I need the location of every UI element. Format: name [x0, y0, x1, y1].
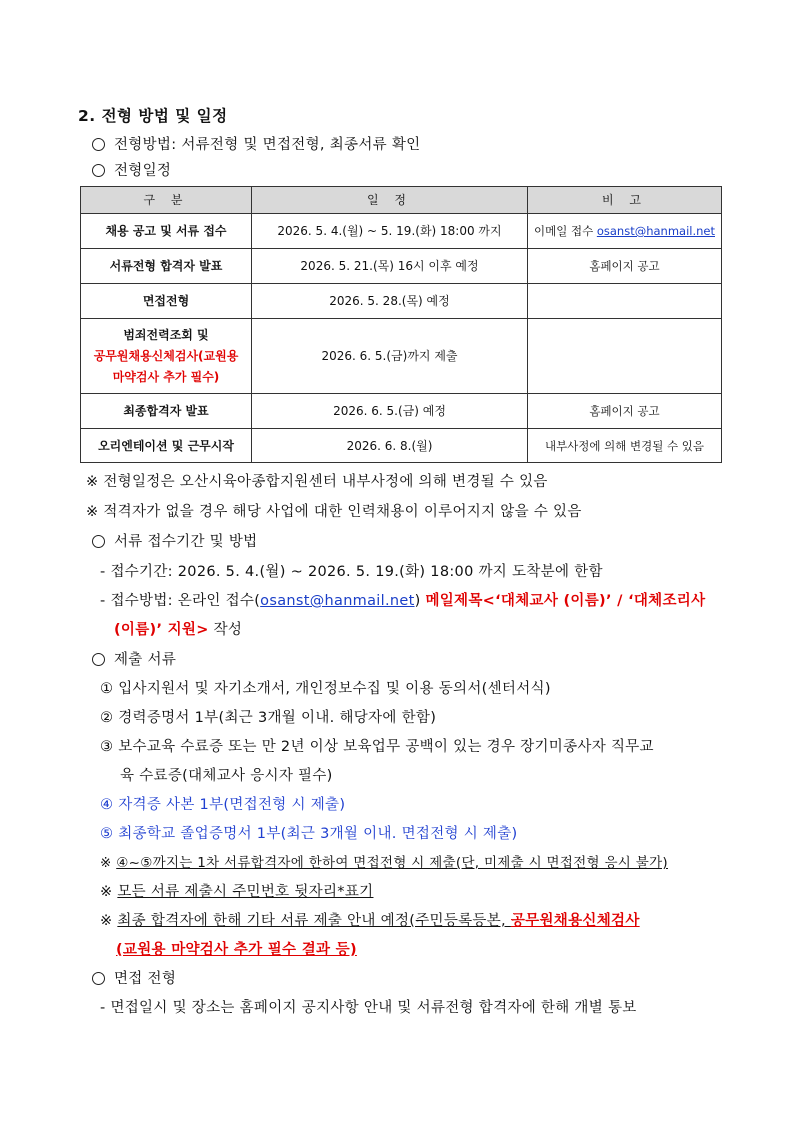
row-note: [528, 214, 722, 249]
note-mark: ※: [100, 884, 118, 900]
submit-note-1: [100, 851, 668, 871]
docs-period-title-line: [92, 530, 258, 551]
schedule-title-line: [92, 159, 171, 180]
circle-bullet-icon: [92, 535, 105, 548]
submit-title: 제출 서류: [114, 652, 177, 668]
note-mark: ※: [100, 855, 117, 871]
docs-method-line2: [114, 618, 242, 639]
row-note: 내부사정에 의해 변경될 수 있음: [528, 429, 722, 463]
submit-note-2-text: 모든 서류 제출시 주민번호 뒷자리*표기: [117, 884, 374, 900]
submit-item-1: ① 입사지원서 및 자기소개서, 개인정보수집 및 이용 동의서(센터서식): [100, 681, 551, 697]
no-candidate-note: ※ 적격자가 없을 경우 해당 사업에 대한 인력채용이 이루어지지 않을 수 있음: [86, 504, 582, 520]
row-item: 채용 공고 및 서류 접수: [81, 214, 252, 249]
note-prefix: 이메일 접수: [533, 224, 597, 238]
table-row: [81, 429, 722, 463]
circle-bullet-icon: [92, 653, 105, 666]
header-schedule: 일 정: [252, 187, 528, 214]
submit-note-1-text: ④~⑤까지는 1차 서류합격자에 한하여 면접전형 시 제출(단, 미제출 시 면접전형 응시 불가): [116, 855, 668, 871]
row-note: [528, 284, 722, 319]
row-item-line1: 범죄전력조회 및: [123, 327, 209, 342]
row-date: 2026. 5. 28.(목) 예정: [252, 284, 528, 319]
table-row: [81, 394, 722, 429]
circle-bullet-icon: [92, 972, 105, 985]
table-header-row: [81, 187, 722, 214]
docs-period: - 접수기간: 2026. 5. 4.(월) ~ 2026. 5. 19.(화) 18:00 까지 도착분에 한함: [100, 564, 603, 580]
email-link[interactable]: osanst@hanmail.net: [596, 224, 715, 238]
table-row: [81, 319, 722, 394]
submit-note-3-line2: (교원용 마약검사 추가 필수 결과 등): [116, 942, 357, 958]
row-note: 홈페이지 공고: [528, 394, 722, 429]
docs-method-tail: 작성: [208, 622, 243, 638]
schedule-table: [80, 186, 722, 463]
docs-method-subject-cont: (이름)’ 지원>: [114, 622, 209, 638]
row-item-line2: 공무원채용신체검사(교원용: [93, 348, 239, 363]
note-mark: ※: [100, 913, 118, 929]
row-date: 2026. 5. 4.(월) ~ 5. 19.(화) 18:00 까지: [252, 214, 528, 249]
section-heading: 2. 전형 방법 및 일정: [78, 107, 228, 125]
submit-item-3-line1: ③ 보수교육 수료증 또는 만 2년 이상 보육업무 공백이 있는 경우 장기미종사자 직무교: [100, 739, 654, 755]
row-item: 서류전형 합격자 발표: [81, 249, 252, 284]
submit-note-3-red: 공무원채용신체검사: [510, 913, 640, 929]
docs-method-suffix: ): [414, 593, 426, 609]
row-date: 2026. 5. 21.(목) 16시 이후 예정: [252, 249, 528, 284]
schedule-change-note: ※ 전형일정은 오산시육아종합지원센터 내부사정에 의해 변경될 수 있음: [86, 474, 548, 490]
row-item: [81, 319, 252, 394]
method-line: [92, 133, 420, 154]
header-remarks: 비 고: [528, 187, 722, 214]
schedule-title: 전형일정: [114, 163, 172, 179]
row-date: 2026. 6. 8.(월): [252, 429, 528, 463]
header-category: 구 분: [81, 187, 252, 214]
submit-item-3-line2: 육 수료증(대체교사 응시자 필수): [120, 768, 333, 784]
table-row: [81, 284, 722, 319]
circle-bullet-icon: [92, 164, 105, 177]
interview-title-line: [92, 967, 176, 988]
submit-item-4: ④ 자격증 사본 1부(면접전형 시 제출): [100, 797, 346, 813]
circle-bullet-icon: [92, 138, 105, 151]
docs-method-subject: 메일제목<‘대체교사 (이름)’ / ‘대체조리사: [425, 593, 706, 609]
row-item-line3: 마약검사 추가 필수): [112, 369, 220, 384]
table-row: [81, 249, 722, 284]
docs-method-prefix: - 접수방법: 온라인 접수(: [100, 593, 261, 609]
row-note: 홈페이지 공고: [528, 249, 722, 284]
method-text: 전형방법: 서류전형 및 면접전형, 최종서류 확인: [114, 137, 421, 153]
row-item: 면접전형: [81, 284, 252, 319]
docs-method-email-link[interactable]: osanst@hanmail.net: [260, 593, 415, 609]
interview-title: 면접 전형: [114, 971, 177, 987]
submit-item-5: ⑤ 최종학교 졸업증명서 1부(최근 3개월 이내. 면접전형 시 제출): [100, 826, 518, 842]
row-date: 2026. 6. 5.(금) 예정: [252, 394, 528, 429]
submit-note-3-line1: [100, 909, 640, 930]
docs-method-line1: [100, 589, 705, 610]
interview-desc: - 면접일시 및 장소는 홈페이지 공지사항 안내 및 서류전형 합격자에 한해 개별 통보: [100, 1000, 637, 1016]
row-note: [528, 319, 722, 394]
submit-title-line: [92, 648, 176, 669]
row-date: 2026. 6. 5.(금)까지 제출: [252, 319, 528, 394]
submit-note-3-text: 최종 합격자에 한해 기타 서류 제출 안내 예정(주민등록등본,: [117, 913, 511, 929]
docs-period-title: 서류 접수기간 및 방법: [114, 534, 258, 550]
table-row: [81, 214, 722, 249]
row-item: 최종합격자 발표: [81, 394, 252, 429]
submit-item-2: ② 경력증명서 1부(최근 3개월 이내. 해당자에 한함): [100, 710, 437, 726]
row-item: 오리엔테이션 및 근무시작: [81, 429, 252, 463]
submit-note-2: [100, 880, 373, 901]
